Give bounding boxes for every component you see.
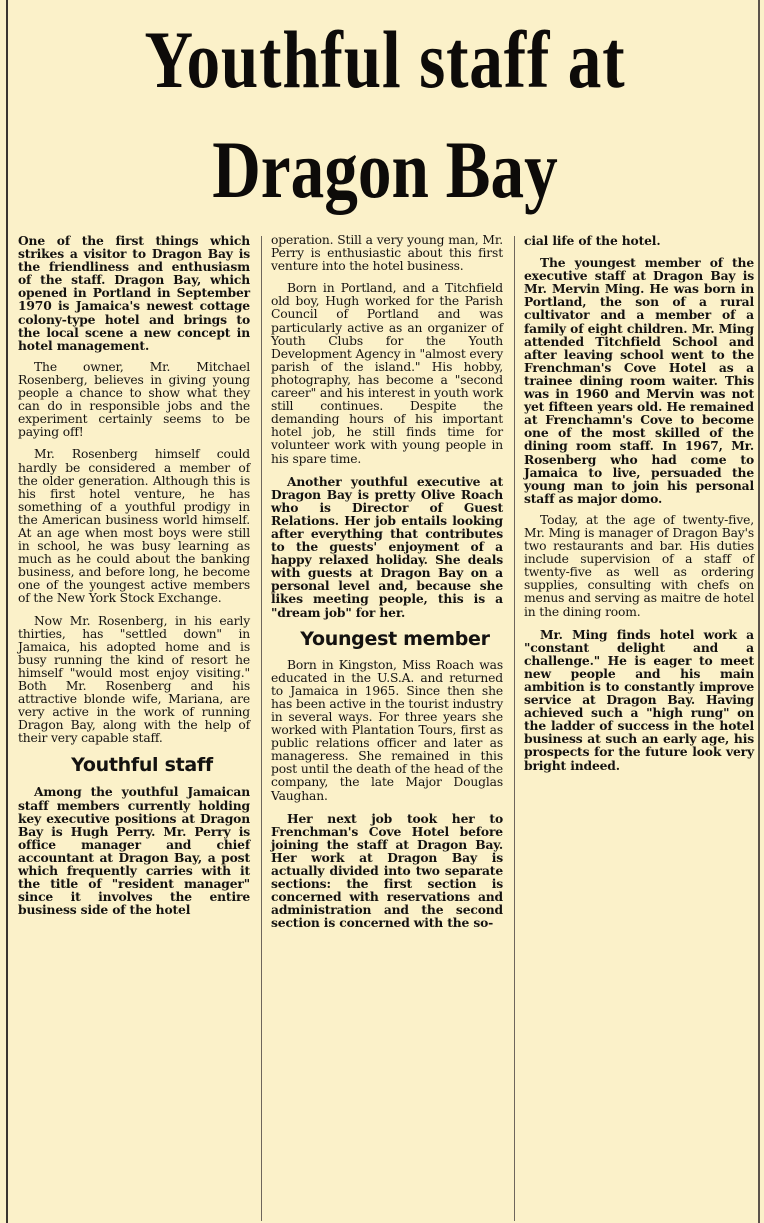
paragraph: The youngest member of the executive staff at Dragon Bay is Mr. Mervin Ming. He was born in Portland, the son of a rural cultivator and a member of a family of eight children. Mr. Ming attended Titchfield School and after leaving school went to the Frenchman's Cove Hotel as a trainee dining room waiter. This was in 1960 and Mervin was not yet fifteen years old. He remained at Frenchamn's Cove to become one of the most skilled of the dining room staff. In 1967, Mr. Rosenberg who had come to Jamaica to live, persuaded the young man to join his personal staff as major domo. bbox=[524, 255, 754, 506]
subheading: Youthful staff bbox=[71, 754, 213, 777]
headline-line-1: Youthful staff at bbox=[144, 14, 626, 105]
article-column-2 bbox=[271, 234, 503, 939]
paragraph: Today, at the age of twenty-five, Mr. Ming is manager of Dragon Bay's two restaurants and bar. His duties include supervision of a staff of twenty-five as well as ordering supplies, consulting with chefs on menus and serving as maitre de hotel in the dining room. bbox=[524, 512, 754, 619]
paragraph: One of the first things which strikes a visitor to Dragon Bay is the friendliness and enthusiasm of the staff. Dragon Bay, which opened in Portland in September 1970 is Jamaica's newest cottage colony-type hotel and brings to the local scene a new concept in hotel management. bbox=[18, 233, 250, 353]
paragraph: Among the youthful Jamaican staff members currently holding key executive positions at Dragon Bay is Hugh Perry. Mr. Perry is office manager and chief accountant at Dragon Bay, a post which frequently carries with it the title of "resident manager" since it involves the entire business side of the hotel bbox=[18, 784, 250, 918]
paragraph: Now Mr. Rosenberg, in his early thirties, has "settled down" in Jamaica, his adopted home and is busy running the kind of resort he himself "would most enjoy visiting." Both Mr. Rosenberg and his attractive blonde wife, Mariana, are very active in the work of running Dragon Bay, along with the help of their very capable staff. bbox=[18, 613, 250, 746]
paragraph: Another youthful executive at Dragon Bay is pretty Olive Roach who is Director of Guest Relations. Her job entails looking after everything that contributes to the guests' enjoyment of a happy relaxed holiday. She deals with guests at Dragon Bay on a personal level and, because she likes meeting people, this is a "dream job" for her. bbox=[271, 473, 503, 620]
paragraph: Mr. Rosenberg himself could hardly be considered a member of the older generation. Although this is his first hotel venture, he has something of a youthful prodigy in the American business world himself. At an age when most boys were still in school, he was busy learning as much as he could about the banking business, and before long, he become one of the youngest active members of the New York Stock Exchange. bbox=[18, 447, 250, 606]
paragraph: Mr. Ming finds hotel work a "constant delight and a challenge." He is eager to meet new people and his main ambition is to constantly improve service at Dragon Bay. Having achieved such a "high rung" on the ladder of success in the hotel business at such an early age, his prospects for the future look very bright indeed. bbox=[524, 626, 754, 773]
article-column-1 bbox=[18, 234, 250, 925]
article-column-3 bbox=[524, 234, 754, 781]
column-divider bbox=[514, 236, 515, 1221]
right-border-rule bbox=[758, 0, 760, 1223]
paragraph: operation. Still a very young man, Mr. Perry is enthusiastic about this first venture into the hotel business. bbox=[271, 233, 503, 274]
paragraph: Her next job took her to Frenchman's Cove Hotel before joining the staff at Dragon Bay. Her work at Dragon Bay is actually divided into two separate sections: the first section is concerned with reservations and administration and the second section is concerned with the so- bbox=[271, 810, 503, 931]
paragraph: The owner, Mr. Mitchael Rosenberg, believes in giving young people a chance to show what they can do in responsible jobs and the experiment certainly seems to be paying off! bbox=[18, 359, 250, 440]
paragraph: Born in Portland, and a Titchfield old boy, Hugh worked for the Parish Council of Portland and was particularly active as an organizer of Youth Clubs for the Youth Development Agency in "almost every parish of the island." His hobby, photography, has become a "second career" and his interest in youth work still continues. Despite the demanding hours of his important hotel job, he still finds time for volunteer work with young people in his spare time. bbox=[271, 281, 503, 466]
headline-line-2: Dragon Bay bbox=[212, 124, 558, 215]
article-headline bbox=[20, 12, 750, 218]
left-border-rule bbox=[6, 0, 8, 1223]
paragraph: cial life of the hotel. bbox=[524, 233, 661, 248]
paragraph: Born in Kingston, Miss Roach was educated in the U.S.A. and returned to Jamaica in 1965. Since then she has been active in the tourist industry in several ways. For three years she worked with Plantation Tours, first as public relations officer and later as manageress. She remained in this post until the death of the head of the company, the late Major Douglas Vaughan. bbox=[271, 657, 503, 803]
subheading: Youngest member bbox=[300, 627, 490, 650]
column-divider bbox=[261, 236, 262, 1221]
